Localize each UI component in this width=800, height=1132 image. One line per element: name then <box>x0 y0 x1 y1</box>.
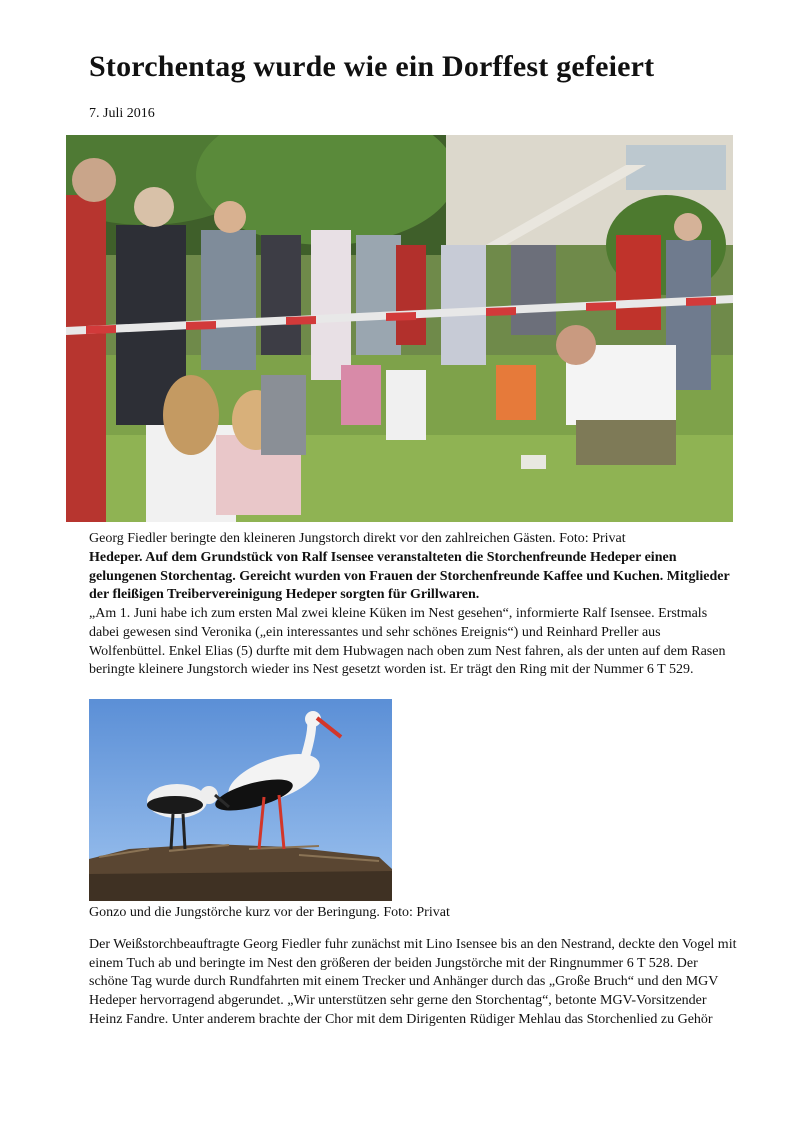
photo1-caption: Georg Fiedler beringte den kleineren Jungstorch direkt vor den zahlreichen Gästen. Foto: Privat <box>89 531 626 546</box>
article-body-top <box>89 549 739 680</box>
article-date: 7. Juli 2016 <box>89 106 155 121</box>
article-title: Storchentag wurde wie ein Dorffest gefeiert <box>89 50 655 83</box>
photo2-caption: Gonzo und die Jungstörche kurz vor der Beringung. Foto: Privat <box>89 905 450 920</box>
crowd-ringing-photo <box>66 135 733 522</box>
body-paragraph-1: „Am 1. Juni habe ich zum ersten Mal zwei kleine Küken im Nest gesehen“, informierte Ralf Isensee. Erstmals dabei gewesen sind Veronika („ein interessantes und sehr schönes Ereignis“) und Reinhard Preller aus Wolfenbüttel. Enkel Elias (5) durfte mit dem Hubwagen nach oben zum Nest fahren, als der unten auf dem Rasen beringte kleinere Jungstorch wieder ins Nest gesetzt worden ist. Er trägt den Ring mit der Nummer 6 T 529. <box>89 606 726 678</box>
article-body-bottom <box>89 936 739 1030</box>
lead-paragraph: Hedeper. Auf dem Grundstück von Ralf Isensee veranstalteten die Storchenfreunde Hedeper einen gelungenen Storchentag. Gereicht wurden von Frauen der Storchenfreunde Kaffee und Kuchen. Mitglieder der fleißigen Treibervereinigung Hedeper sorgten für Grillwaren. <box>89 550 730 603</box>
body-paragraph-2: Der Weißstorchbeauftragte Georg Fiedler fuhr zunächst mit Lino Isensee bis an den Nestrand, deckte den Vogel mit einem Tuch ab und beringte im Nest den größeren der beiden Jungstörche mit der Ringnummer 6 T 528. Der schöne Tag wurde durch Rundfahrten mit einem Trecker und Anhänger durch das „Große Bruch“ und den MGV Hedeper hervorragend abgerundet. „Wir unterstützen sehr gerne den Storchentag“, betonte MGV-Vorsitzender Heinz Fandre. Unter anderem brachte der Chor mit dem Dirigenten Rüdiger Mehlau das Storchenlied zu Gehör <box>89 937 737 1027</box>
storks-nest-photo <box>89 699 392 901</box>
